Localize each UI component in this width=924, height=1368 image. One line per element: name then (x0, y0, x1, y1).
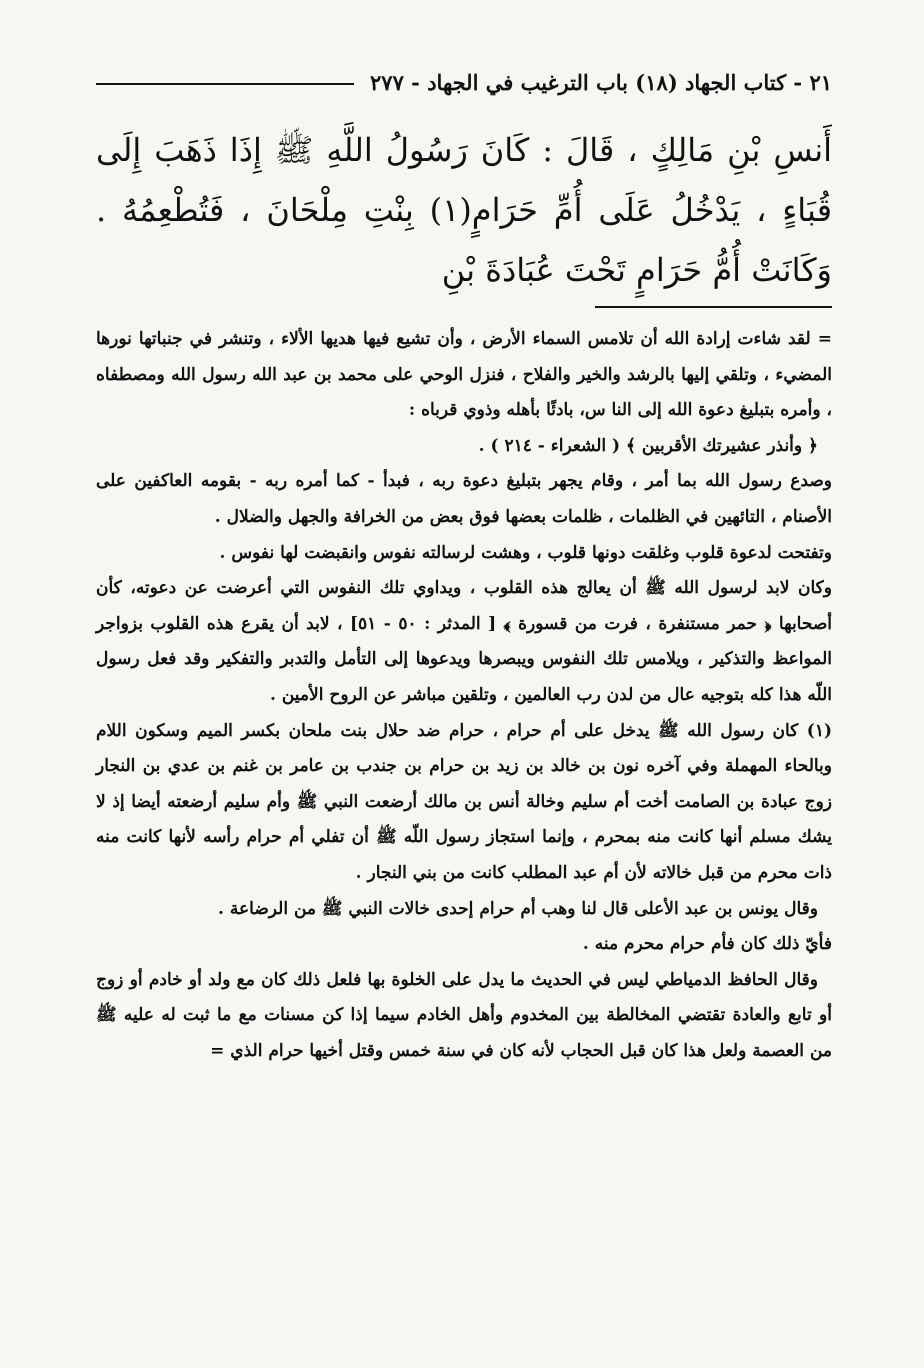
hadith-text: أَنسِ بْنِ مَالِكٍ ، قَالَ : كَانَ رَسُولُ اللَّهِ ﷺ إِذَا ذَهَبَ إِلَى قُبَاءٍ ، يَدْخُلُ عَلَى أُمِّ حَرَامٍ(١) بِنْتِ مِلْحَانَ ، فَتُطْعِمُهُ . وَكَانَتْ أُمُّ حَرَامٍ تَحْتَ عُبَادَةَ بْنِ (96, 131, 833, 289)
footnotes-block (96, 322, 832, 1069)
footnote-separator (595, 306, 832, 308)
header-title: ٢١ - كتاب الجهاد (١٨) باب الترغيب في الجهاد - ٢٧٧ (370, 69, 832, 95)
footnote-continuation-4: وكان لابد لرسول الله ﷺ أن يعالج هذه القلوب ، ويداوي تلك النفوس التي أعرضت عن دعوته، كأن أصحابها ﴿ حمر مستنفرة ، فرت من قسورة ﴾ [ المدثر : ٥٠ - ٥١] ، لابد أن يقرع هذه القلوب بزواجر المواعظ والتذكير ، ويلامس تلك النفوس ويبصرها ويدعوها إلى التأمل والتدبر والتفكير وقد فعل رسول اللّه هذا كله بتوجيه عال من لدن رب العالمين ، وتلقين مباشر عن الروح الأمين . (96, 578, 832, 705)
footnote-continuation-2: وصدع رسول الله بما أمر ، وقام يجهر بتبليغ دعوة ربه ، فبدأ - كما أمره ربه - بقومه العاكفين على الأصنام ، التائهين في الظلمات ، ظلمات بعضها فوق بعض من الخرافة والجهل والضلال . (96, 471, 832, 527)
footnote-continuation-1: = لقد شاءت إرادة الله أن تلامس السماء الأرض ، وأن تشيع فيها هديها الألاء ، وتنشر في جنباتها نورها المضيء ، وتلقي إليها بالرشد والخير والفلاح ، فنزل الوحي على محمد بن عبد الله رسول الله ومصطفاه ، وأمره بتبليغ دعوة الله إلى النا س، بادئًا بأهله وذوي قرباه : (96, 329, 832, 421)
header-rule (96, 83, 354, 85)
footnote-1-para-3: فأيّ ذلك كان فأم حرام محرم منه . (582, 934, 832, 955)
running-header (96, 62, 832, 102)
hadith-text-block (96, 120, 832, 300)
footnote-quran-quote: ﴿ وأنذر عشيرتك الأقربين ﴾ ( الشعراء - ٢١٤ ) . (478, 435, 818, 456)
footnote-1-para-4: وقال الحافظ الدمياطي ليس في الحديث ما يدل على الخلوة بها فلعل ذلك كان مع ولد أو خادم أو زوج أو تابع والعادة تقتضي المخالطة بين المخدوم وأهل الخادم سيما إذا كن مسنات مع ما ثبت له عليه ﷺ من العصمة ولعل هذا كان قبل الحجاب لأنه كان في سنة خمس وقتل أخيها حرام الذي = (96, 969, 832, 1061)
footnote-1: (١) كان رسول الله ﷺ يدخل على أم حرام ، حرام ضد حلال بنت ملحان بكسر الميم وسكون اللام وبالحاء المهملة وفي آخره نون بن خالد بن زيد بن حرام بن جندب بن عامر بن غنم بن عدي بن النجار زوج عبادة بن الصامت أخت أم سليم وخالة أنس بن مالك أرضعت النبي ﷺ وأم سليم أرضعته أيضا إذ لا يشك مسلم أنها كانت منه بمحرم ، وإنما استجاز رسول اللّه ﷺ أن تفلي أم حرام رأسه لأنها كانت منه ذات محرم من قبل خالاته لأن أم عبد المطلب كانت من بني النجار . (96, 720, 833, 883)
footnote-continuation-3: وتفتحت لدعوة قلوب وغلقت دونها قلوب ، وهشت لرسالته نفوس وانقبضت لها نفوس . (219, 542, 832, 563)
footnote-1-para-2: وقال يونس بن عبد الأعلى قال لنا وهب أم حرام إحدى خالات النبي ﷺ من الرضاعة . (218, 898, 818, 919)
